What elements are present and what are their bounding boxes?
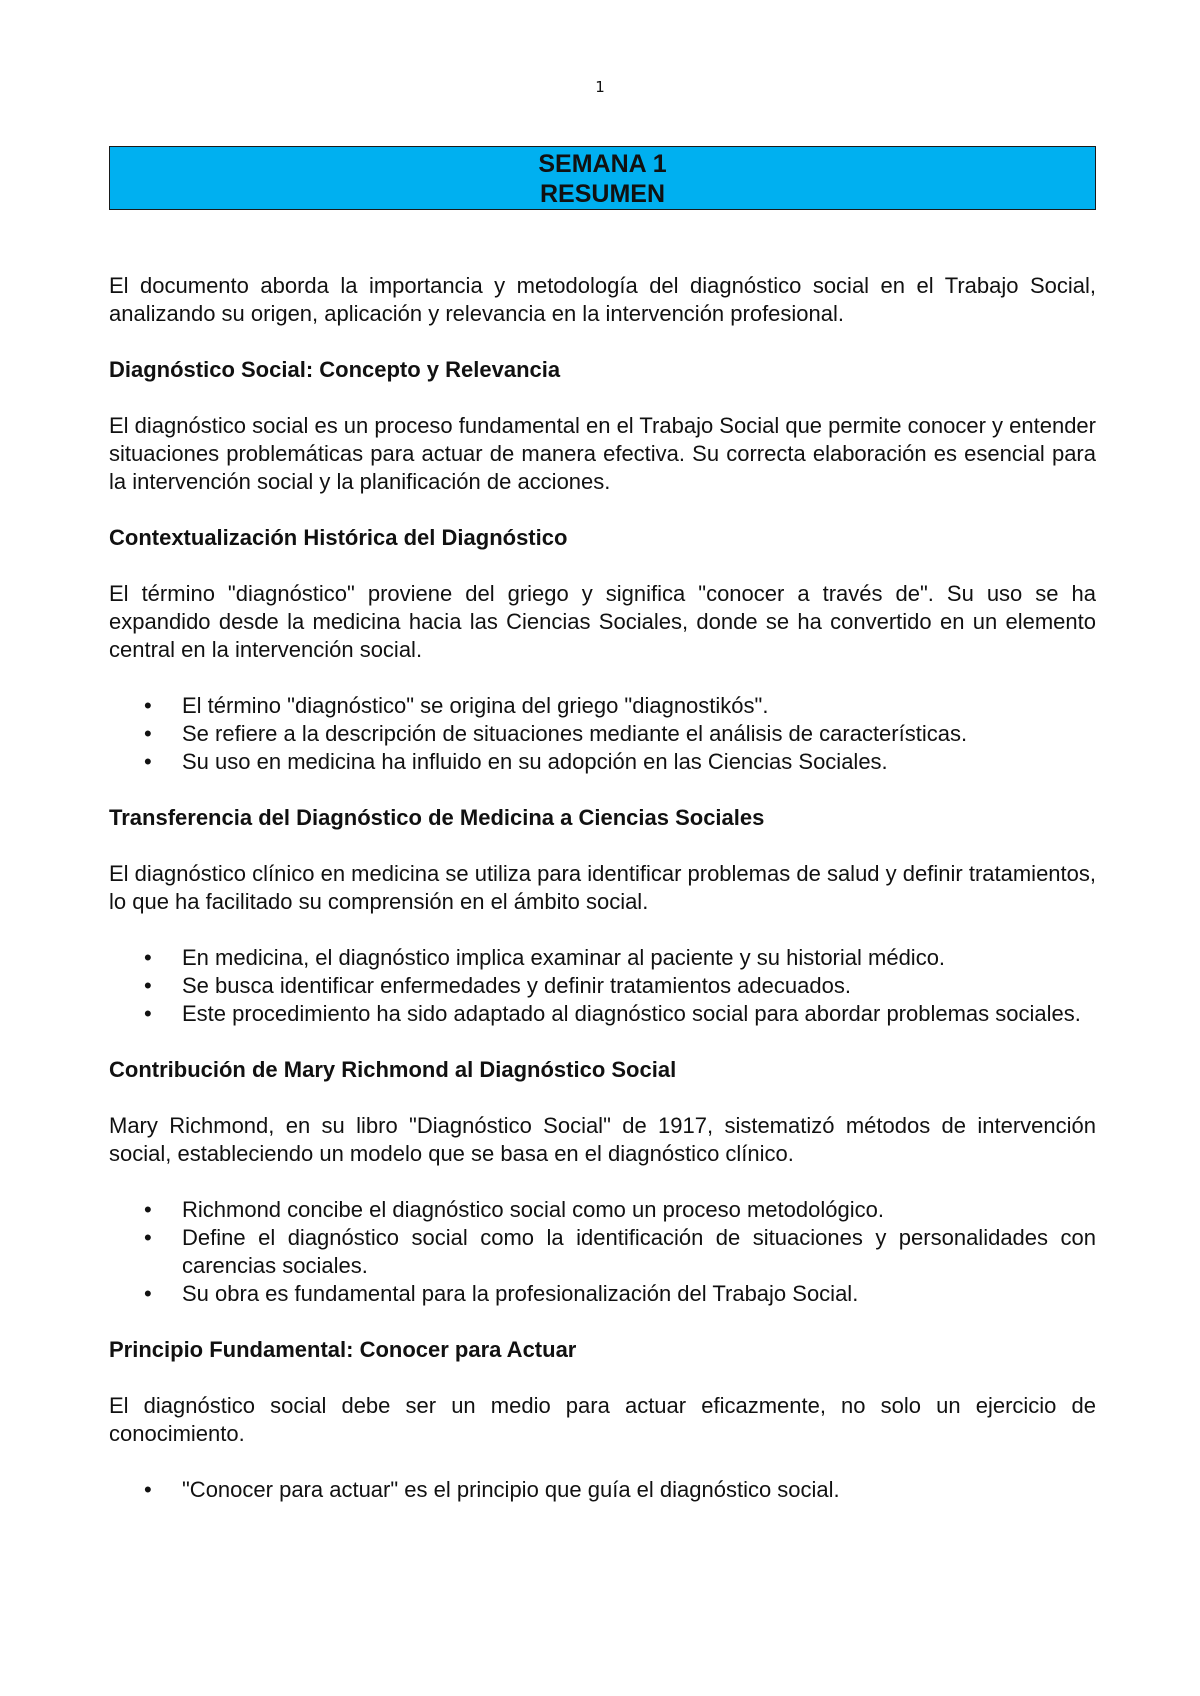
bullet-list: [109, 944, 1096, 1028]
section-heading: Principio Fundamental: Conocer para Actuar: [109, 1337, 577, 1362]
bullet-list: [109, 1476, 1096, 1504]
section-paragraph: El diagnóstico social es un proceso fundamental en el Trabajo Social que permite conocer y entender situaciones problemáticas para actuar de manera efectiva. Su correcta elaboración es esencial para la intervención social y la planificación de acciones.: [109, 413, 1096, 494]
title-banner: [109, 146, 1096, 210]
bullet-text: Este procedimiento ha sido adaptado al diagnóstico social para abordar problemas sociales.: [182, 1001, 1081, 1026]
bullet-list: [109, 692, 1096, 776]
bullet-item: [109, 692, 1096, 720]
bullet-dot-icon: •: [144, 1001, 152, 1026]
bullet-item: [109, 720, 1096, 748]
bullet-text: Se refiere a la descripción de situaciones mediante el análisis de características.: [182, 721, 968, 746]
section-paragraph: El diagnóstico clínico en medicina se utiliza para identificar problemas de salud y definir tratamientos, lo que ha facilitado su comprensión en el ámbito social.: [109, 861, 1096, 914]
bullet-dot-icon: •: [144, 693, 152, 718]
bullet-item: [109, 944, 1096, 972]
bullet-dot-icon: •: [144, 1225, 152, 1250]
section-heading: Contribución de Mary Richmond al Diagnóstico Social: [109, 1057, 677, 1082]
section-historia: [109, 524, 1096, 776]
bullet-list: [109, 1196, 1096, 1308]
bullet-dot-icon: •: [144, 1477, 152, 1502]
section-paragraph: El diagnóstico social debe ser un medio para actuar eficazmente, no solo un ejercicio de conocimiento.: [109, 1393, 1096, 1446]
bullet-text: Su obra es fundamental para la profesionalización del Trabajo Social.: [182, 1281, 859, 1306]
section-transferencia: [109, 804, 1096, 1028]
bullet-item: [109, 1224, 1096, 1280]
bullet-dot-icon: •: [144, 1197, 152, 1222]
title-line-summary: RESUMEN: [539, 180, 665, 208]
bullet-text: Su uso en medicina ha influido en su adopción en las Ciencias Sociales.: [182, 749, 888, 774]
bullet-item: [109, 972, 1096, 1000]
bullet-item: [109, 748, 1096, 776]
bullet-dot-icon: •: [144, 1281, 152, 1306]
section-richmond: [109, 1056, 1096, 1308]
bullet-dot-icon: •: [144, 749, 152, 774]
bullet-item: [109, 1196, 1096, 1224]
section-paragraph: Mary Richmond, en su libro "Diagnóstico Social" de 1917, sistematizó métodos de intervención social, estableciendo un modelo que se basa en el diagnóstico clínico.: [109, 1113, 1096, 1166]
title-line-week: SEMANA 1: [538, 150, 667, 178]
bullet-text: Richmond concibe el diagnóstico social como un proceso metodológico.: [182, 1197, 884, 1222]
section-concepto: [109, 356, 1096, 496]
bullet-text: El término "diagnóstico" se origina del griego "diagnostikós".: [182, 693, 769, 718]
bullet-item: [109, 1280, 1096, 1308]
bullet-text: En medicina, el diagnóstico implica examinar al paciente y su historial médico.: [182, 945, 946, 970]
document-body: [109, 272, 1096, 1532]
bullet-item: [109, 1476, 1096, 1504]
bullet-item: [109, 1000, 1096, 1028]
section-heading: Diagnóstico Social: Concepto y Relevancia: [109, 357, 561, 382]
bullet-text: "Conocer para actuar" es el principio que guía el diagnóstico social.: [182, 1477, 840, 1502]
bullet-text: Se busca identificar enfermedades y definir tratamientos adecuados.: [182, 973, 851, 998]
page-number: 1: [595, 78, 605, 96]
section-heading: Contextualización Histórica del Diagnóstico: [109, 525, 568, 550]
section-paragraph: El término "diagnóstico" proviene del griego y significa "conocer a través de". Su uso se ha expandido desde la medicina hacia las Ciencias Sociales, donde se ha convertido en un elemento central en la intervención social.: [109, 581, 1096, 662]
bullet-dot-icon: •: [144, 973, 152, 998]
bullet-dot-icon: •: [144, 945, 152, 970]
intro-paragraph: El documento aborda la importancia y metodología del diagnóstico social en el Trabajo Social, analizando su origen, aplicación y relevancia en la intervención profesional.: [109, 273, 1096, 326]
section-principio: [109, 1336, 1096, 1504]
section-heading: Transferencia del Diagnóstico de Medicina a Ciencias Sociales: [109, 805, 765, 830]
bullet-text: Define el diagnóstico social como la identificación de situaciones y personalidades con carencias sociales.: [182, 1225, 1096, 1278]
bullet-dot-icon: •: [144, 721, 152, 746]
